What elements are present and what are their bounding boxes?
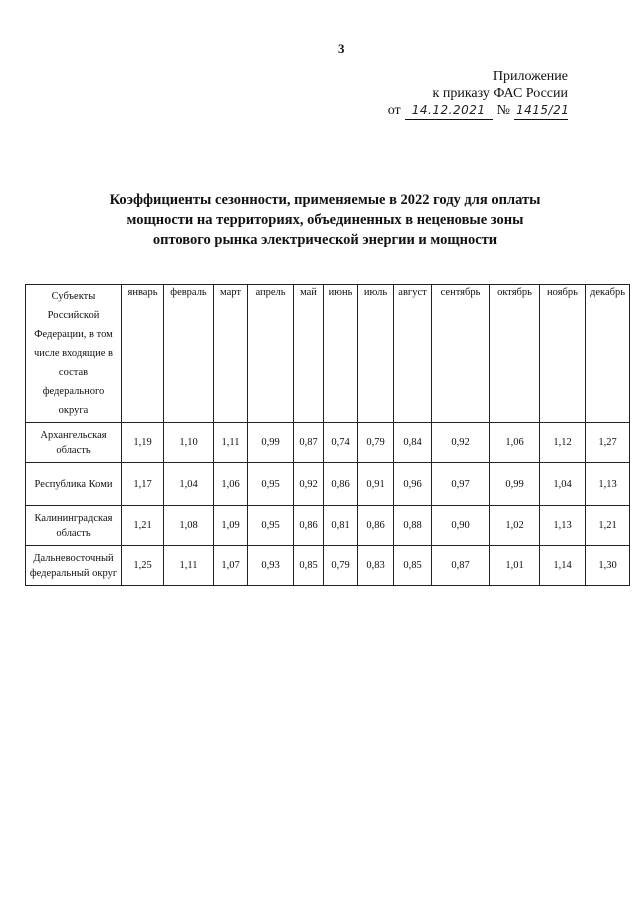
value-cell: 0,84 — [394, 423, 432, 463]
value-cell: 0,93 — [248, 546, 294, 586]
value-cell: 1,09 — [214, 506, 248, 546]
value-cell: 0,85 — [394, 546, 432, 586]
month-header: май — [294, 285, 324, 423]
value-cell: 0,83 — [358, 546, 394, 586]
value-cell: 1,21 — [586, 506, 630, 546]
value-cell: 0,91 — [358, 463, 394, 506]
title-line-1: Коэффициенты сезонности, применяемые в 2022 году для оплаты — [109, 192, 541, 208]
value-cell: 1,25 — [122, 546, 164, 586]
number-sign: № — [496, 103, 510, 118]
title-line-3: оптового рынка электрической энергии и мощности — [152, 232, 498, 248]
month-header: январь — [122, 285, 164, 423]
month-header: апрель — [248, 285, 294, 423]
value-cell: 1,04 — [164, 463, 214, 506]
title-line-2: мощности на территориях, объединенных в неценовые зоны — [126, 212, 524, 228]
handwritten-date: 14.12.2021 — [405, 102, 493, 120]
value-cell: 0,79 — [324, 546, 358, 586]
value-cell: 1,19 — [122, 423, 164, 463]
value-cell: 0,95 — [248, 506, 294, 546]
month-header: декабрь — [586, 285, 630, 423]
month-header: июль — [358, 285, 394, 423]
month-header: март — [214, 285, 248, 423]
value-cell: 1,13 — [586, 463, 630, 506]
value-cell: 0,74 — [324, 423, 358, 463]
value-cell: 0,95 — [248, 463, 294, 506]
subject-cell: Архангельская область — [26, 423, 122, 463]
value-cell: 1,11 — [164, 546, 214, 586]
value-cell: 0,86 — [358, 506, 394, 546]
month-header: август — [394, 285, 432, 423]
value-cell: 0,87 — [294, 423, 324, 463]
value-cell: 0,90 — [432, 506, 490, 546]
value-cell: 1,21 — [122, 506, 164, 546]
value-cell: 0,96 — [394, 463, 432, 506]
value-cell: 0,92 — [294, 463, 324, 506]
value-cell: 1,08 — [164, 506, 214, 546]
from-label: от — [387, 103, 401, 118]
value-cell: 1,27 — [586, 423, 630, 463]
month-header: февраль — [164, 285, 214, 423]
value-cell: 1,01 — [490, 546, 540, 586]
value-cell: 0,87 — [432, 546, 490, 586]
handwritten-number: 1415/21 — [514, 102, 568, 120]
document-title — [95, 190, 555, 250]
month-header: октябрь — [490, 285, 540, 423]
appendix-order-ref: к приказу ФАС России — [432, 86, 568, 101]
value-cell: 0,86 — [294, 506, 324, 546]
value-cell: 1,06 — [214, 463, 248, 506]
value-cell: 1,10 — [164, 423, 214, 463]
page-number: 3 — [338, 41, 345, 56]
table-row — [26, 546, 630, 586]
table-header-row — [26, 285, 630, 423]
value-cell: 0,86 — [324, 463, 358, 506]
value-cell: 1,30 — [586, 546, 630, 586]
value-cell: 0,99 — [248, 423, 294, 463]
value-cell: 0,79 — [358, 423, 394, 463]
value-cell: 1,13 — [540, 506, 586, 546]
value-cell: 0,97 — [432, 463, 490, 506]
subject-column-header: Субъекты Российской Федерации, в том числе входящие в состав федерального округа — [26, 285, 122, 423]
value-cell: 0,81 — [324, 506, 358, 546]
month-header: ноябрь — [540, 285, 586, 423]
month-header: июнь — [324, 285, 358, 423]
value-cell: 1,17 — [122, 463, 164, 506]
value-cell: 1,12 — [540, 423, 586, 463]
value-cell: 1,04 — [540, 463, 586, 506]
subject-cell: Республика Коми — [26, 463, 122, 506]
table-row — [26, 423, 630, 463]
month-header: сентябрь — [432, 285, 490, 423]
value-cell: 1,02 — [490, 506, 540, 546]
table-row — [26, 506, 630, 546]
order-date-number-line — [388, 102, 568, 120]
table-row — [26, 463, 630, 506]
value-cell: 0,88 — [394, 506, 432, 546]
value-cell: 1,07 — [214, 546, 248, 586]
value-cell: 1,06 — [490, 423, 540, 463]
value-cell: 0,85 — [294, 546, 324, 586]
subject-cell: Дальневосточный федеральный округ — [26, 546, 122, 586]
appendix-block — [388, 68, 568, 120]
value-cell: 1,14 — [540, 546, 586, 586]
value-cell: 0,92 — [432, 423, 490, 463]
value-cell: 1,11 — [214, 423, 248, 463]
value-cell: 0,99 — [490, 463, 540, 506]
seasonality-coefficients-table — [25, 284, 630, 586]
subject-cell: Калининградская область — [26, 506, 122, 546]
appendix-title: Приложение — [492, 69, 568, 84]
